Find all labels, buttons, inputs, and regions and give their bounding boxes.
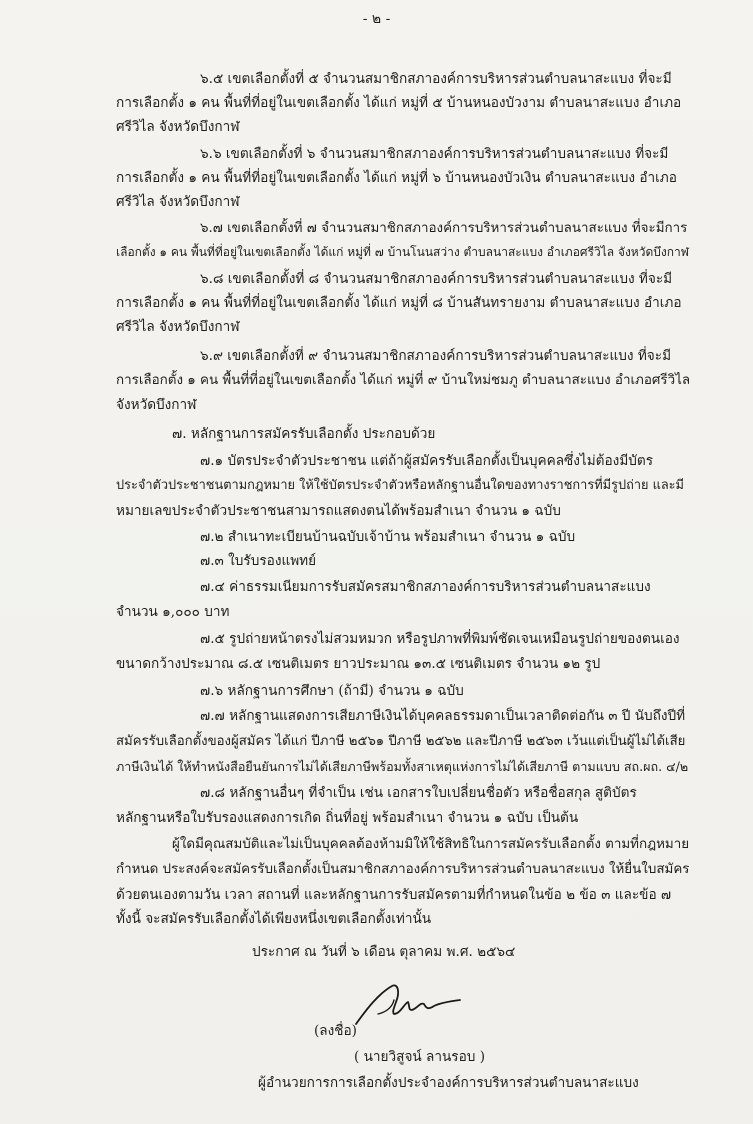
- section-6-6-line-3: ศรีวิไล จังหวัดบึงกาฬ: [116, 194, 240, 210]
- closing-line-2: กำหนด ประสงค์จะสมัครรับเลือกตั้งเป็นสมาชิกสภาองค์การบริหารส่วนตำบลนาสะแบง ให้ยื่นใบสมัคร: [116, 862, 690, 877]
- section-7-1-line-2: ประจำตัวประชาชนตามกฎหมาย ให้ใช้บัตรประจำตัวหรือหลักฐานอื่นใดของทางราชการที่มีรูปถ่าย และมี: [116, 478, 684, 493]
- section-7-1-line-3: หมายเลขประจำตัวประชาชนสามารถแสดงตนได้พร้อมสำเนา จำนวน ๑ ฉบับ: [116, 503, 561, 519]
- section-7-5-line-2: ขนาดกว้างประมาณ ๘.๕ เซนติเมตร ยาวประมาณ ๑๓.๕ เซนติเมตร จำนวน ๑๒ รูป: [116, 656, 601, 672]
- announcement-date: ประกาศ ณ วันที่ ๖ เดือน ตุลาคม พ.ศ. ๒๕๖๔: [252, 944, 516, 960]
- page-number: - ๒ -: [362, 11, 391, 27]
- section-6-8-line-3: ศรีวิไล จังหวัดบึงกาฬ: [116, 319, 240, 335]
- sign-label: (ลงชื่อ): [314, 1023, 357, 1039]
- section-6-5-line-2: การเลือกตั้ง ๑ คน พื้นที่ที่อยู่ในเขตเลือกตั้ง ได้แก่ หมู่ที่ ๕ บ้านหนองบัวงาม ตำบลนาสะแบง อำเภอ: [116, 95, 682, 111]
- section-6-9-line-1: ๖.๙ เขตเลือกตั้งที่ ๙ จำนวนสมาชิกสภาองค์การบริหารส่วนตำบลนาสะแบง ที่จะมี: [200, 348, 672, 364]
- section-7-4-line-2: จำนวน ๑,๐๐๐ บาท: [116, 604, 230, 620]
- section-6-9-line-3: จังหวัดบึงกาฬ: [116, 397, 197, 413]
- section-7-8-line-2: หลักฐานหรือใบรับรองแสดงการเกิด ถิ่นที่อยู่ พร้อมสำเนา จำนวน ๑ ฉบับ เป็นต้น: [116, 810, 579, 826]
- signatory-name: ( นายวิสูจน์ ลานรอบ ): [354, 1049, 485, 1065]
- signature-mark: [348, 980, 468, 1030]
- section-7-3-line-1: ๗.๓ ใบรับรองแพทย์: [200, 553, 317, 569]
- section-7-4-line-1: ๗.๔ ค่าธรรมเนียมการรับสมัครสมาชิกสภาองค์การบริหารส่วนตำบลนาสะแบง: [200, 579, 651, 595]
- section-7-7-line-3: ภาษีเงินได้ ให้ทำหนังสือยืนยันการไม่ได้เสียภาษีพร้อมทั้งสาเหตุแห่งการไม่ได้เสียภาษี ตามแบบ สถ.ผถ. ๔/๒: [116, 759, 689, 774]
- signature-stroke-tail: [378, 1000, 394, 1014]
- signature-stroke-main: [356, 985, 460, 1024]
- section-7-5-line-1: ๗.๕ รูปถ่ายหน้าตรงไม่สวมหมวก หรือรูปภาพที่พิมพ์ชัดเจนเหมือนรูปถ่ายของตนเอง: [200, 631, 680, 647]
- closing-line-1: ผู้ใดมีคุณสมบัติและไม่เป็นบุคคลต้องห้ามมิให้ใช้สิทธิในการสมัครรับเลือกตั้ง ตามที่กฎหมาย: [172, 837, 690, 852]
- section-7-2-line-1: ๗.๒ สำเนาทะเบียนบ้านฉบับเจ้าบ้าน พร้อมสำเนา จำนวน ๑ ฉบับ: [200, 529, 576, 545]
- section-6-5-line-1: ๖.๕ เขตเลือกตั้งที่ ๕ จำนวนสมาชิกสภาองค์การบริหารส่วนตำบลนาสะแบง ที่จะมี: [200, 71, 672, 87]
- closing-line-4: ทั้งนี้ จะสมัครรับเลือกตั้งได้เพียงหนึ่งเขตเลือกตั้งเท่านั้น: [116, 911, 432, 927]
- section-7-1-line-1: ๗.๑ บัตรประจำตัวประชาชน แต่ถ้าผู้สมัครรับเลือกตั้งเป็นบุคคลซึ่งไม่ต้องมีบัตร: [200, 453, 654, 469]
- section-6-9-line-2: การเลือกตั้ง ๑ คน พื้นที่ที่อยู่ในเขตเลือกตั้ง ได้แก่ หมู่ที่ ๙ บ้านใหม่ชมภู ตำบลนาสะแบง อำเภอศรีวิไล: [116, 373, 691, 388]
- section-7-7-line-1: ๗.๗ หลักฐานแสดงการเสียภาษีเงินได้บุคคลธรรมดาเป็นเวลาติดต่อกัน ๓ ปี นับถึงปีที่: [200, 708, 686, 724]
- section-7-8-line-1: ๗.๘ หลักฐานอื่นๆ ที่จำเป็น เช่น เอกสารใบเปลี่ยนชื่อตัว หรือชื่อสกุล สูติบัตร: [200, 785, 637, 801]
- closing-line-3: ด้วยตนเองตามวัน เวลา สถานที่ และหลักฐานการรับสมัครตามที่กำหนดในข้อ ๒ ข้อ ๓ และข้อ ๗: [116, 887, 672, 903]
- section-6-8-line-1: ๖.๘ เขตเลือกตั้งที่ ๘ จำนวนสมาชิกสภาองค์การบริหารส่วนตำบลนาสะแบง ที่จะมี: [200, 271, 673, 287]
- section-6-8-line-2: การเลือกตั้ง ๑ คน พื้นที่ที่อยู่ในเขตเลือกตั้ง ได้แก่ หมู่ที่ ๘ บ้านสันทรายงาม ตำบลนาสะแบง อำเภอ: [116, 295, 682, 311]
- section-6-7-line-2: เลือกตั้ง ๑ คน พื้นที่ที่อยู่ในเขตเลือกตั้ง ได้แก่ หมู่ที่ ๗ บ้านโนนสว่าง ตำบลนาสะแบง อำเภอศรีวิไล จังหวัดบึงกาฬ: [116, 245, 689, 259]
- signatory-position: ผู้อำนวยการการเลือกตั้งประจำองค์การบริหารส่วนตำบลนาสะแบง: [258, 1075, 639, 1091]
- section-6-6-line-1: ๖.๖ เขตเลือกตั้งที่ ๖ จำนวนสมาชิกสภาองค์การบริหารส่วนตำบลนาสะแบง ที่จะมี: [200, 146, 669, 162]
- section-6-5-line-3: ศรีวิไล จังหวัดบึงกาฬ: [116, 119, 240, 135]
- section-6-7-line-1: ๖.๗ เขตเลือกตั้งที่ ๗ จำนวนสมาชิกสภาองค์การบริหารส่วนตำบลนาสะแบง ที่จะมีการ: [200, 221, 688, 236]
- section-7-7-line-2: สมัครรับเลือกตั้งของผู้สมัคร ได้แก่ ปีภาษี ๒๕๖๑ ปีภาษี ๒๕๖๒ และปีภาษี ๒๕๖๓ เว้นแต่เป็นผู้ไม่ได้เสีย: [116, 734, 686, 749]
- section-7-heading: ๗. หลักฐานการสมัครรับเลือกตั้ง ประกอบด้วย: [172, 426, 436, 442]
- section-6-6-line-2: การเลือกตั้ง ๑ คน พื้นที่ที่อยู่ในเขตเลือกตั้ง ได้แก่ หมู่ที่ ๖ บ้านหนองบัวเงิน ตำบลนาสะแบง อำเภอ: [116, 170, 677, 186]
- section-7-6-line-1: ๗.๖ หลักฐานการศึกษา (ถ้ามี) จำนวน ๑ ฉบับ: [200, 683, 464, 699]
